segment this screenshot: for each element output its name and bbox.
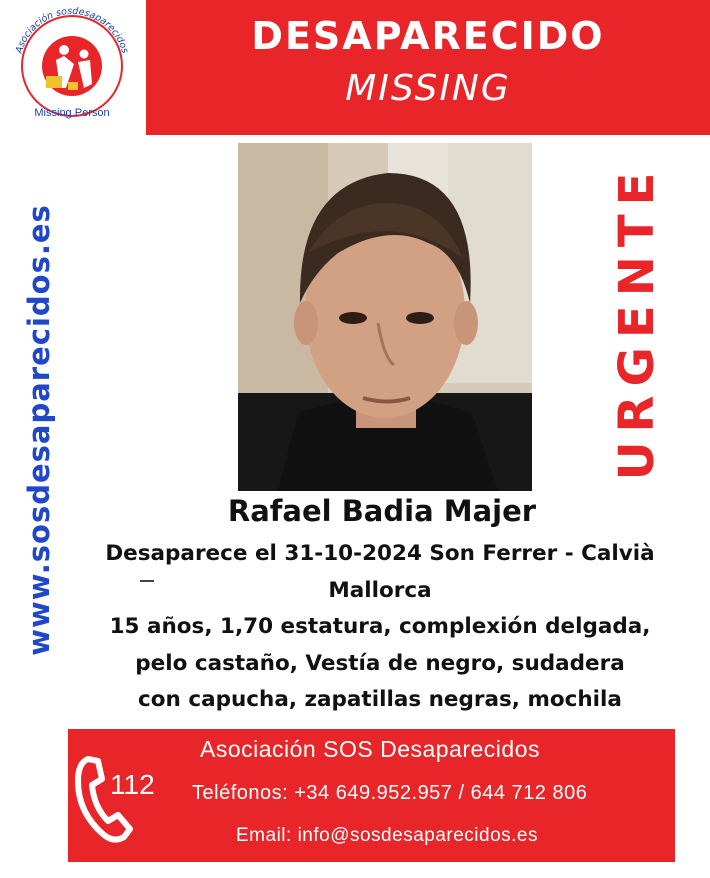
header-banner [146,0,710,135]
website-url[interactable]: www.sosdesaparecidos.es [22,204,56,656]
disappearance-region: Mallorca [328,578,432,603]
person-name: Rafael Badia Majer [227,494,537,528]
association-logo [4,4,140,124]
contact-panel [68,729,675,862]
description-line-3: con capucha, zapatillas negras, mochila [138,687,622,712]
logo-arc-text: Asociación sosdesaparecidos [13,5,131,55]
header-title: DESAPARECIDO [251,14,605,58]
phone-numbers[interactable]: Teléfonos: +34 649.952.957 / 644 712 806 [192,782,588,804]
logo-caption: Missing Person [34,107,110,119]
missing-person-photo [238,143,532,491]
contact-email[interactable]: Email: info@sosdesaparecidos.es [236,825,538,846]
portrait-photo-icon [238,143,532,491]
emergency-number[interactable]: 112 [110,769,155,800]
organization-name: Asociación SOS Desaparecidos [200,736,540,762]
disappearance-date-place: Desaparece el 31-10-2024 Son Ferrer - Calvià [105,541,655,566]
description-line-2: pelo castaño, Vestía de negro, sudadera [135,651,625,676]
description-line-1: 15 años, 1,70 estatura, complexión delgada, [109,614,651,639]
header-subtitle: MISSING [345,68,511,109]
logo-emblem-icon [4,4,140,124]
urgency-label: URGENTE [609,163,665,481]
